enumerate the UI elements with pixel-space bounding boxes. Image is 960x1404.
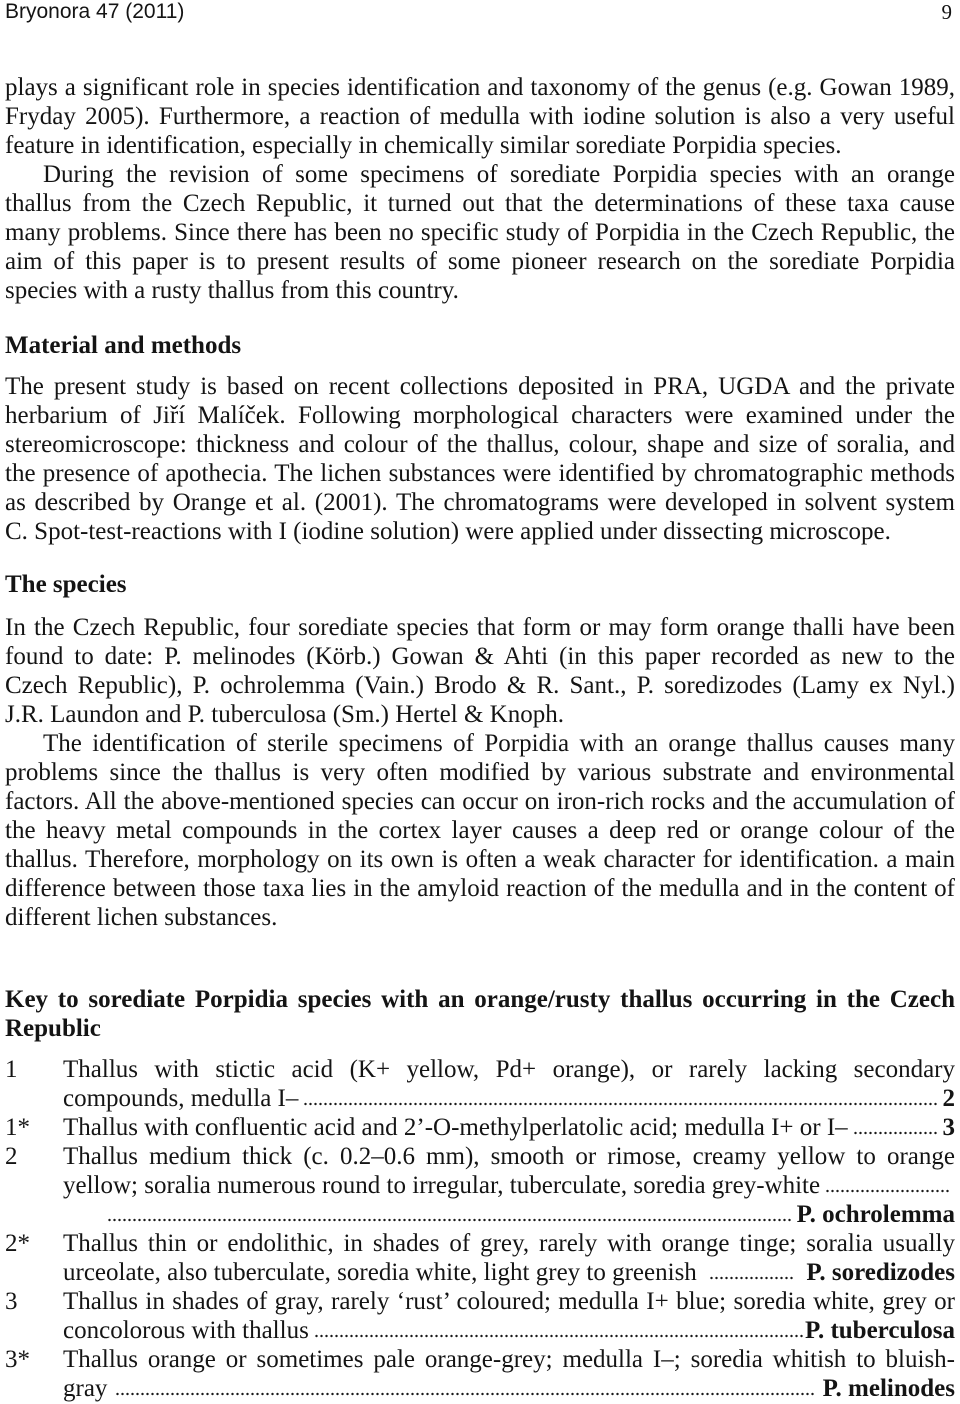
key-number: 1* xyxy=(5,1114,30,1141)
section-heading: The species xyxy=(5,571,127,598)
dot-leader xyxy=(709,1258,795,1287)
running-head xyxy=(5,0,955,24)
paragraph-line: the presence of apothecia. The lichen substances were identified by chromatographic methods xyxy=(5,460,955,487)
key-line: Thallus with confluentic acid and 2’-O-methylperlatolic acid; medulla I+ or I– xyxy=(63,1114,848,1141)
key-line: yellow; soralia numerous round to irregular, tuberculate, soredia grey-white xyxy=(63,1172,821,1199)
paragraph-line: plays a significant role in species identification and taxonomy of the genus (e.g. Gowan 1989, xyxy=(5,74,955,101)
key-line: Thallus orange or sometimes pale orange-grey; medulla I–; soredia whitish to bluish- xyxy=(63,1346,955,1373)
paragraph-line: the heavy metal compounds in the cortex layer causes a deep red or orange colour of the xyxy=(5,817,955,844)
key-number: 2* xyxy=(5,1230,30,1257)
dot-leader xyxy=(303,1084,938,1113)
paragraph-line: thallus. Therefore, morphology on its own is often a weak character for identification. a main xyxy=(5,846,955,873)
key-heading-line: Republic xyxy=(5,1015,101,1042)
paragraph-line: The present study is based on recent collections deposited in PRA, UGDA and the private xyxy=(5,373,955,400)
key-number: 2 xyxy=(5,1143,18,1170)
paragraph-line: as described by Orange et al. (2001). The chromatograms were developed in solvent system xyxy=(5,489,955,516)
key-result: P. melinodes xyxy=(822,1375,955,1402)
paragraph-line: stereomicroscope: thickness and colour of the thallus, colour, shape and size of soralia, and xyxy=(5,431,955,458)
key-line: concolorous with thallus xyxy=(63,1317,309,1344)
key-number: 3 xyxy=(5,1288,18,1315)
paragraph-line: During the revision of some specimens of sorediate Porpidia species with an orange xyxy=(43,161,955,188)
paragraph-line: herbarium of Jiří Malíček. Following morphological characters were examined under the xyxy=(5,402,955,429)
key-entry xyxy=(5,1142,955,1229)
paragraph-line: Czech Republic), P. ochrolemma (Vain.) Brodo & R. Sant., P. soredizodes (Lamy ex Nyl.) xyxy=(5,672,955,699)
key-line: Thallus with stictic acid (K+ yellow, Pd+ orange), or rarely lacking secondary xyxy=(63,1056,955,1083)
paragraph-line: thallus from the Czech Republic, it turned out that the determinations of these taxa cause xyxy=(5,190,955,217)
section-heading: Material and methods xyxy=(5,332,242,359)
paragraph-line: different lichen substances. xyxy=(5,904,278,931)
key-heading-line: Key to sorediate Porpidia species with an orange/rusty thallus occurring in the Czech xyxy=(5,986,955,1013)
paragraph xyxy=(5,160,955,305)
paragraph-line: species with a rusty thallus from this country. xyxy=(5,277,459,304)
dot-leader xyxy=(853,1113,939,1142)
paragraph-line: difference between those taxa lies in the amyloid reaction of the medulla and in the content of xyxy=(5,875,955,902)
dot-leader xyxy=(115,1374,814,1403)
key-line: urceolate, also tuberculate, soredia white, light grey to greenish xyxy=(63,1259,697,1286)
key-entry xyxy=(5,1055,955,1113)
paragraph-line: found to date: P. melinodes (Körb.) Gowan & Ahti (in this paper recorded as new to the xyxy=(5,643,955,670)
dot-leader xyxy=(314,1316,804,1345)
key-result: 2 xyxy=(942,1085,955,1112)
species-section xyxy=(5,613,955,932)
paragraph-line: C. Spot-test-reactions with I (iodine solution) were applied under dissecting microscope. xyxy=(5,518,891,545)
methods-paragraph xyxy=(5,372,955,546)
paragraph-line: In the Czech Republic, four sorediate species that form or may form orange thalli have been xyxy=(5,614,955,641)
key-line: compounds, medulla I– xyxy=(63,1085,299,1112)
paragraph-line: many problems. Since there has been no specific study of Porpidia in the Czech Republic, the xyxy=(5,219,955,246)
paragraph-line: factors. All the above-mentioned species can occur on iron-rich rocks and the accumulation of xyxy=(5,788,955,815)
dot-leader xyxy=(825,1171,950,1200)
paragraph xyxy=(5,73,955,160)
key-number: 1 xyxy=(5,1056,18,1083)
paragraph xyxy=(5,729,955,932)
paragraph-line: J.R. Laundon and P. tuberculosa (Sm.) Hertel & Knoph. xyxy=(5,701,564,728)
paragraph-line: The identification of sterile specimens of Porpidia with an orange thallus causes many xyxy=(43,730,955,757)
paragraph-line: Fryday 2005). Furthermore, a reaction of medulla with iodine solution is also a very useful xyxy=(5,103,955,130)
key-result: P. soredizodes xyxy=(806,1259,955,1286)
paragraph-line: feature in identification, especially in chemically similar sorediate Porpidia species. xyxy=(5,132,842,159)
key-heading xyxy=(5,985,955,1043)
key-line: Thallus medium thick (c. 0.2–0.6 mm), smooth or rimose, creamy yellow to orange xyxy=(63,1143,955,1170)
page-number: 9 xyxy=(941,0,952,24)
paragraph xyxy=(5,613,955,729)
paragraph-line: aim of this paper is to present results of some pioneer research on the sorediate Porpidia xyxy=(5,248,955,275)
paragraph-line: problems since the thallus is very often modified by various substrate and environmental xyxy=(5,759,955,786)
key-line: Thallus thin or endolithic, in shades of grey, rarely with orange tinge; soralia usually xyxy=(63,1230,955,1257)
journal-citation: Bryonora 47 (2011) xyxy=(5,0,185,23)
key-line: gray xyxy=(63,1375,108,1402)
key-line: Thallus in shades of gray, rarely ‘rust’ coloured; medulla I+ blue; soredia white, grey or xyxy=(63,1288,955,1315)
identification-key xyxy=(5,1055,955,1403)
dot-leader xyxy=(107,1200,793,1229)
key-entry xyxy=(5,1345,955,1403)
intro-section xyxy=(5,73,955,305)
key-entry xyxy=(5,1229,955,1287)
key-number: 3* xyxy=(5,1346,30,1373)
key-result: P. tuberculosa xyxy=(804,1317,955,1344)
key-result: 3 xyxy=(942,1114,955,1141)
key-entry xyxy=(5,1287,955,1345)
key-entry xyxy=(5,1113,955,1142)
key-result: P. ochrolemma xyxy=(796,1201,955,1228)
